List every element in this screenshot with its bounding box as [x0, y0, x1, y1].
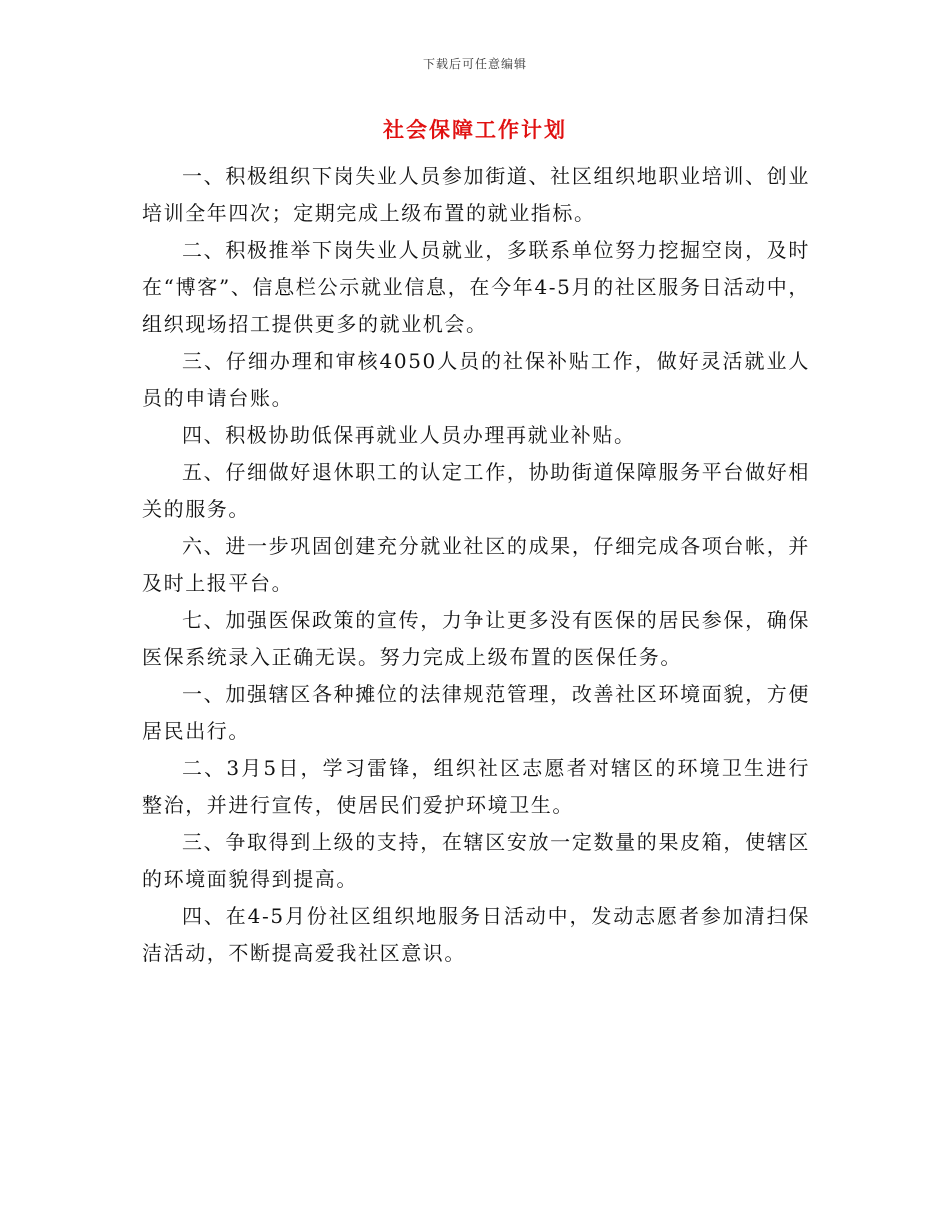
document-title: 社会保障工作计划: [383, 117, 567, 142]
paragraph-9: 二、3月5日，学习雷锋，组织社区志愿者对辖区的环境卫生进行整治，并进行宣传，使居民们爱护环境卫生。: [142, 756, 810, 817]
paragraph-8: 一、加强辖区各种摊位的法律规范管理，改善社区环境面貌，方便居民出行。: [142, 682, 810, 743]
paragraph-10: 三、争取得到上级的支持，在辖区安放一定数量的果皮箱，使辖区的环境面貌得到提高。: [142, 830, 810, 891]
paragraph-2: 二、积极推举下岗失业人员就业，多联系单位努力挖掘空岗，及时在“博客”、信息栏公示就业信息，在今年4-5月的社区服务日活动中，组织现场招工提供更多的就业机会。: [142, 238, 810, 336]
paragraph-5: 五、仔细做好退休职工的认定工作，协助街道保障服务平台做好相关的服务。: [142, 460, 810, 521]
paragraph-6: 六、进一步巩固创建充分就业社区的成果，仔细完成各项台帐，并及时上报平台。: [142, 534, 810, 595]
paragraph-4: 四、积极协助低保再就业人员办理再就业补贴。: [182, 423, 636, 447]
paragraph-11: 四、在4-5月份社区组织地服务日活动中，发动志愿者参加清扫保洁活动，不断提高爱我社区意识。: [142, 904, 810, 965]
paragraph-7: 七、加强医保政策的宣传，力争让更多没有医保的居民参保，确保医保系统录入正确无误。努力完成上级布置的医保任务。: [142, 608, 810, 669]
paragraph-1: 一、积极组织下岗失业人员参加街道、社区组织地职业培训、创业培训全年四次；定期完成上级布置的就业指标。: [142, 164, 810, 225]
document-body: [142, 158, 810, 972]
header-note: 下载后可任意编辑: [422, 57, 527, 71]
paragraph-3: 三、仔细办理和审核4050人员的社保补贴工作，做好灵活就业人员的申请台账。: [142, 349, 810, 410]
